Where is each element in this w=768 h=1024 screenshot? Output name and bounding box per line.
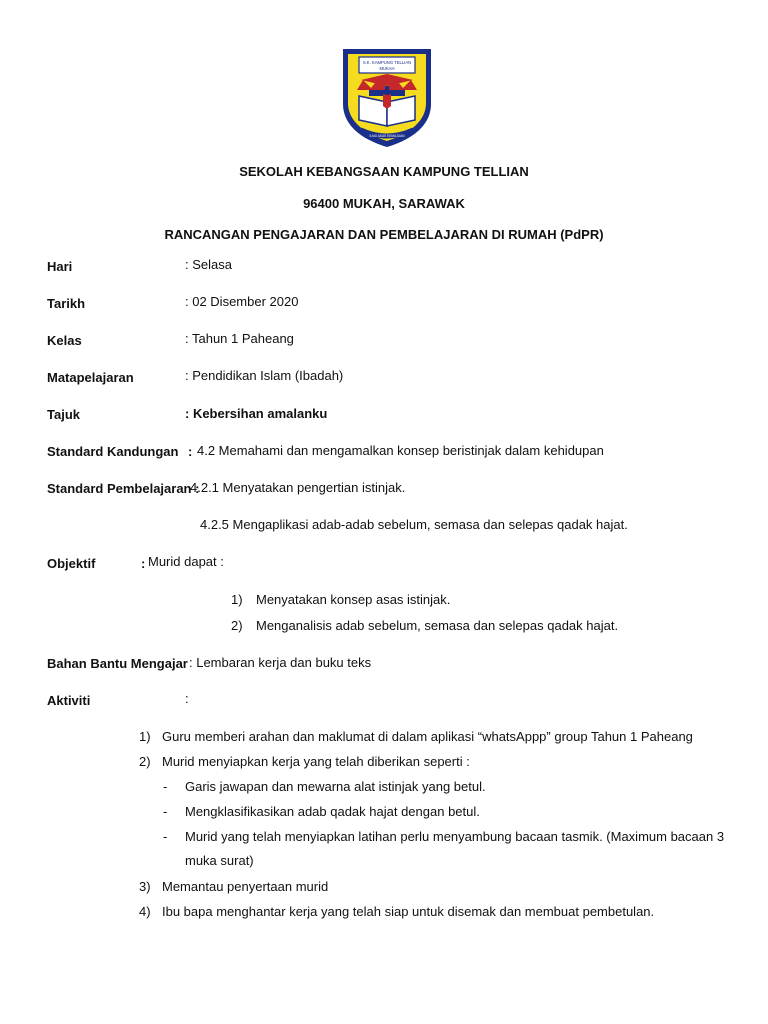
svg-text:MUKAH: MUKAH <box>379 66 395 71</box>
svg-text:S.K. KAMPUNG TELLIAN: S.K. KAMPUNG TELLIAN <box>362 60 412 65</box>
aktiviti-num-1: 1) <box>139 729 151 744</box>
label-matapelajaran: Matapelajaran <box>47 370 134 385</box>
aktiviti-num-4: 4) <box>139 904 151 919</box>
aktiviti-subitem-3-cont: muka surat) <box>185 853 254 868</box>
aktiviti-subitem-1: Garis jawapan dan mewarna alat istinjak yang betul. <box>185 779 486 794</box>
objektif-item-1: Menyatakan konsep asas istinjak. <box>256 592 451 607</box>
sp-item-1: 4.2.1 Menyatakan pengertian istinjak. <box>190 480 406 495</box>
value-standard-kandungan: 4.2 Memahami dan mengamalkan konsep beristinjak dalam kehidupan <box>197 443 604 458</box>
label-hari: Hari <box>47 259 73 274</box>
value-tajuk: : Kebersihan amalanku <box>185 406 328 421</box>
value-tarikh: : 02 Disember 2020 <box>185 294 299 309</box>
label-standard-pembelajaran: Standard Pembelajaran : <box>47 481 200 496</box>
aktiviti-sub-dash-2: - <box>163 804 168 819</box>
objektif-num-2: 2) <box>231 618 243 633</box>
aktiviti-num-3: 3) <box>139 879 151 894</box>
aktiviti-item-2: Murid menyiapkan kerja yang telah diberikan seperti : <box>162 754 470 769</box>
aktiviti-num-2: 2) <box>139 754 151 769</box>
colon-standard-kandungan: : <box>188 444 193 459</box>
label-kelas: Kelas <box>47 333 82 348</box>
sp-item-2: 4.2.5 Mengaplikasi adab-adab sebelum, semasa dan selepas qadak hajat. <box>200 517 628 532</box>
aktiviti-item-3: Memantau penyertaan murid <box>162 879 329 894</box>
aktiviti-item-1: Guru memberi arahan dan maklumat di dalam aplikasi “whatsAppp” group Tahun 1 Paheang <box>162 729 693 744</box>
aktiviti-sub-dash-3: - <box>163 829 168 844</box>
objektif-item-2: Menganalisis adab sebelum, semasa dan selepas qadak hajat. <box>256 618 619 633</box>
colon-objektif: : <box>141 556 146 571</box>
aktiviti-item-4: Ibu bapa menghantar kerja yang telah siap untuk disemak dan membuat pembetulan. <box>162 904 655 919</box>
label-bahan-bantu-mengajar: Bahan Bantu Mengajar <box>47 656 188 671</box>
value-kelas: : Tahun 1 Paheang <box>185 331 294 346</box>
document-title: RANCANGAN PENGAJARAN DAN PEMBELAJARAN DI RUMAH (PdPR) <box>164 227 604 242</box>
aktiviti-sub-dash-1: - <box>163 779 168 794</box>
objektif-num-1: 1) <box>231 592 243 607</box>
value-aktiviti: : <box>185 691 189 706</box>
school-crest-logo <box>339 46 435 150</box>
label-standard-kandungan: Standard Kandungan <box>47 444 179 459</box>
value-bahan-bantu-mengajar: : Lembaran kerja dan buku teks <box>189 655 372 670</box>
label-aktiviti: Aktiviti <box>47 693 91 708</box>
label-tarikh: Tarikh <box>47 296 86 311</box>
objektif-intro: Murid dapat : <box>148 554 224 569</box>
school-address: 96400 MUKAH, SARAWAK <box>303 196 465 211</box>
value-matapelajaran: : Pendidikan Islam (Ibadah) <box>185 368 344 383</box>
svg-text:ILMU ASAS KEMAJUAN: ILMU ASAS KEMAJUAN <box>369 134 405 138</box>
aktiviti-subitem-2: Mengklasifikasikan adab qadak hajat dengan betul. <box>185 804 480 819</box>
school-name: SEKOLAH KEBANGSAAN KAMPUNG TELLIAN <box>239 164 529 179</box>
label-objektif: Objektif <box>47 556 96 571</box>
label-tajuk: Tajuk <box>47 407 80 422</box>
value-hari: : Selasa <box>185 257 232 272</box>
aktiviti-subitem-3: Murid yang telah menyiapkan latihan perlu menyambung bacaan tasmik. (Maximum bacaan 3 <box>185 829 725 844</box>
